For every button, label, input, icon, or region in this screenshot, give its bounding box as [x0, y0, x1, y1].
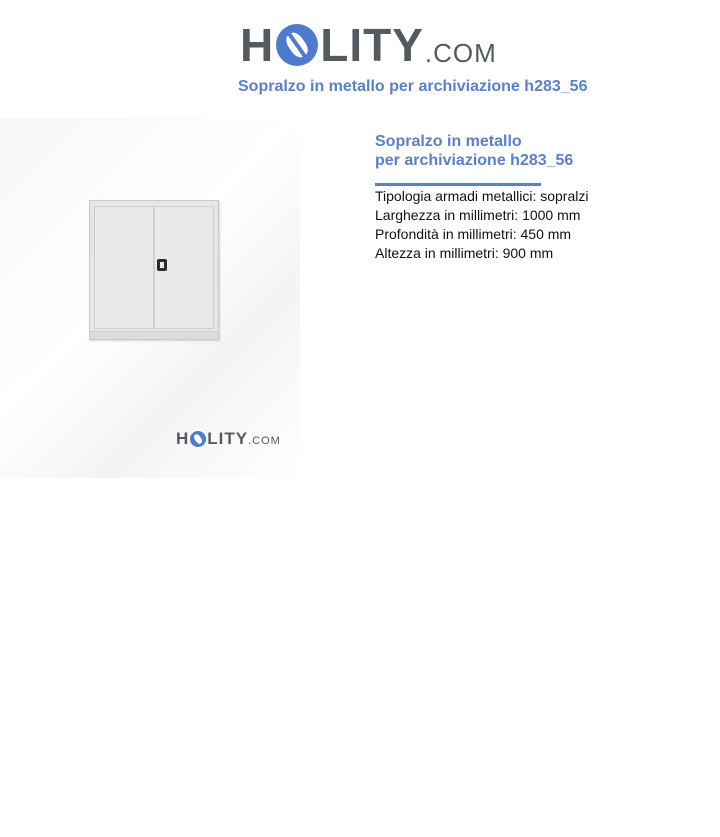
cabinet-door-left: [94, 206, 154, 329]
spec-row: Profondità in millimetri: 450 mm: [375, 226, 572, 242]
product-title-line-1: Sopralzo in metallo: [375, 133, 522, 150]
spec-value: 900 mm: [502, 245, 554, 261]
spec-label: Tipologia armadi metallici: [375, 188, 533, 204]
cabinet-illustration: [89, 200, 219, 340]
spec-value: 450 mm: [520, 226, 572, 242]
spec-value: sopralzi: [540, 188, 589, 204]
spec-label: Profondità in millimetri: [375, 226, 513, 242]
product-details: [375, 132, 705, 263]
product-image: [0, 118, 300, 478]
spec-row: Larghezza in millimetri: 1000 mm: [375, 207, 581, 223]
cabinet-base: [90, 331, 218, 339]
spec-row: Tipologia armadi metallici: sopralzi: [375, 188, 589, 204]
brand-logo: H LITY .COM: [240, 19, 497, 71]
product-title-line-2: per archiviazione h283_56: [375, 152, 574, 169]
product-title: [375, 132, 705, 170]
page-title: Sopralzo in metallo per archiviazione h283_56: [238, 78, 588, 95]
spec-value: 1000 mm: [522, 207, 581, 223]
lock-icon: [157, 259, 167, 271]
brand-watermark-logo: H LITY .COM: [176, 429, 281, 448]
spec-label: Altezza in millimetri: [375, 245, 495, 261]
spec-label: Larghezza in millimetri: [375, 207, 515, 223]
logo-o-icon: [276, 24, 318, 66]
spec-list: [375, 187, 705, 263]
logo-o-icon: [190, 431, 206, 447]
spec-row: Altezza in millimetri: 900 mm: [375, 245, 554, 261]
title-divider: [375, 183, 541, 186]
